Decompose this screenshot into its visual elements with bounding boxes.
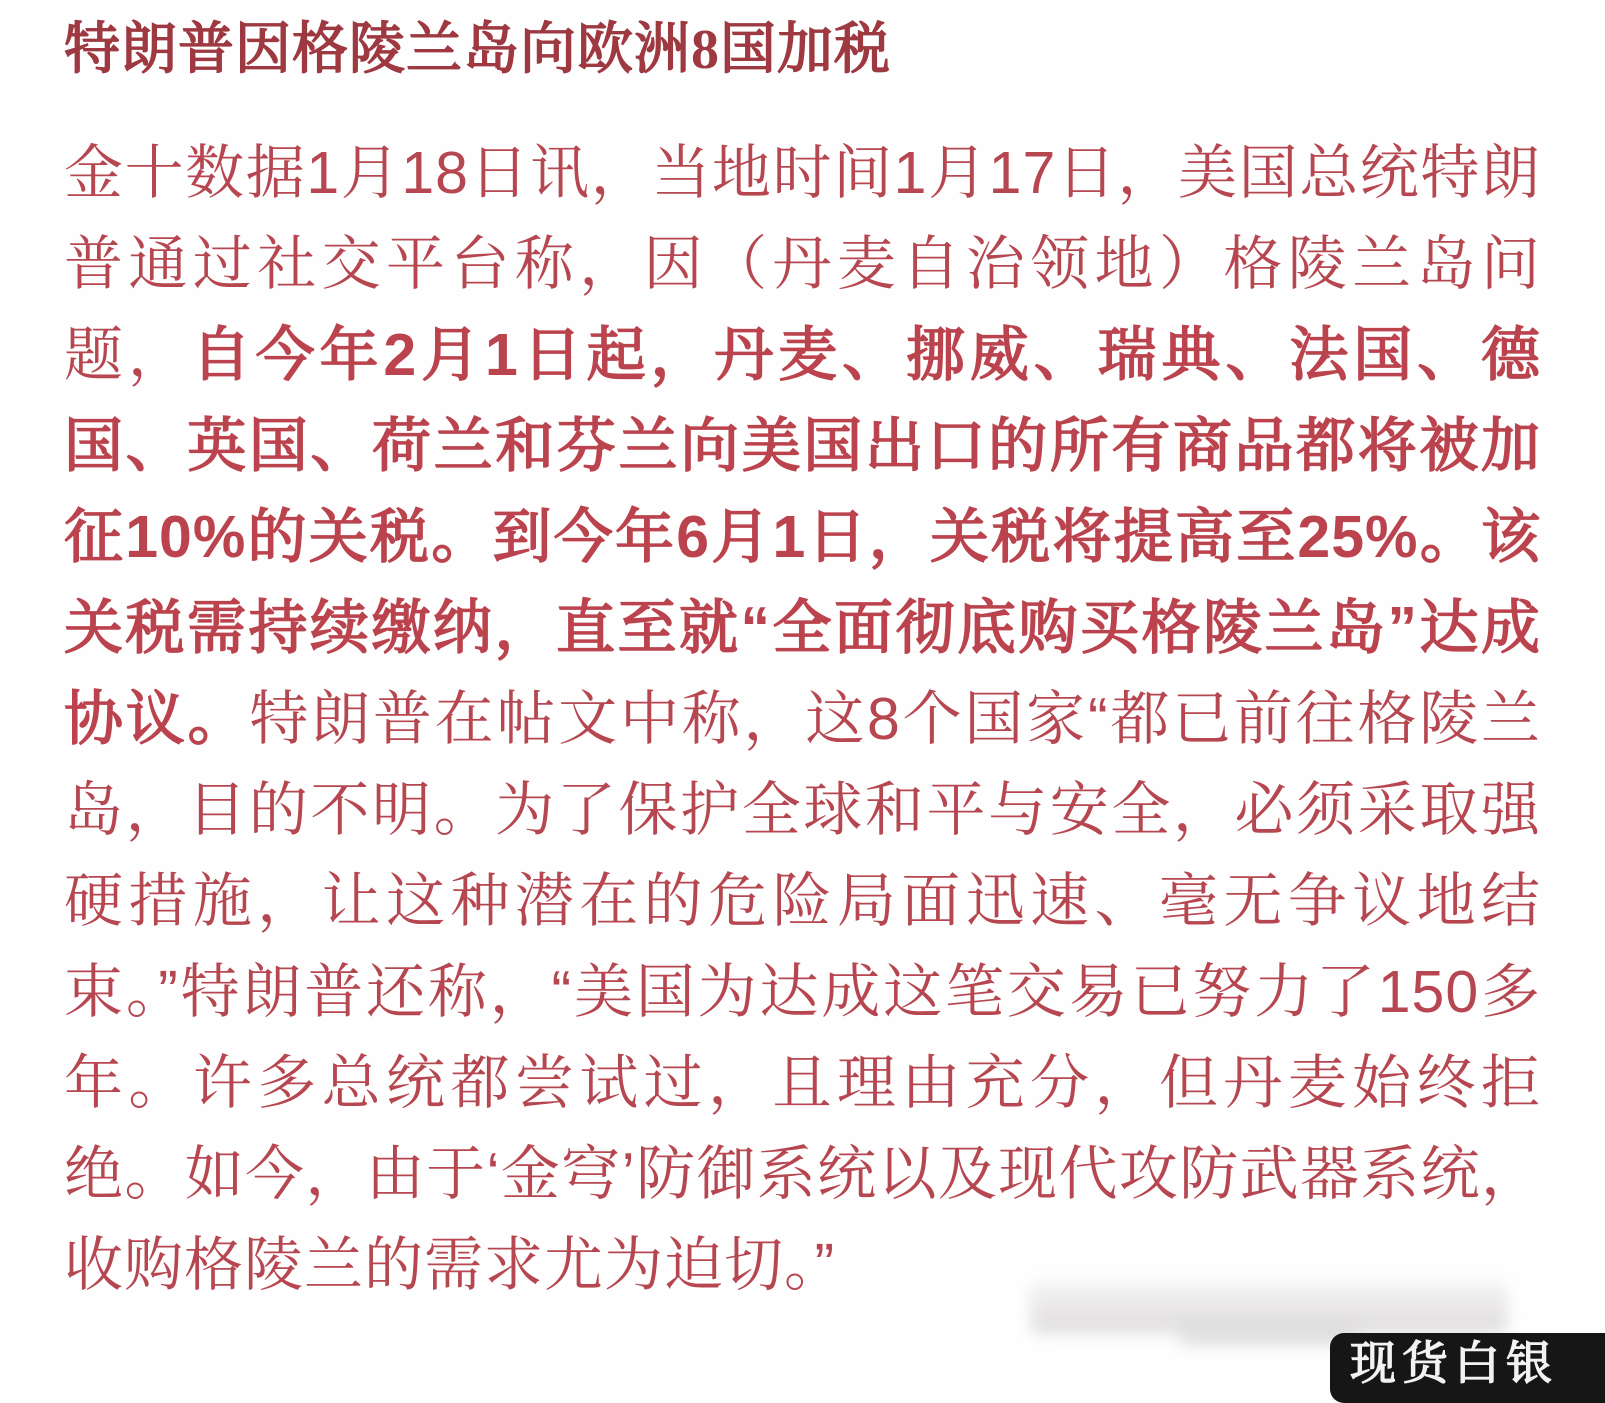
article-title: 特朗普因格陵兰岛向欧洲8国加税: [64, 19, 891, 81]
body-segment-quotes: 特朗普在帖文中称，这8个国家“都已前往格陵兰岛，目的不明。为了保护全球和平与安全，必须采取强硬措施，让这种潜在的危险局面迅速、毫无争议地结束。”特朗普还称，“美国为达成这笔交易已努力了150多年。许多总统都尝试过，且理由充分，但丹麦始终拒绝。如今，由于‘金穹’防御系统以及现代攻防武器系统，收购格陵兰的需求尤为迫切。”: [64, 686, 1541, 1299]
article-body: [64, 128, 1541, 1311]
body-segment-tariff-details: 自今年2月1日起，丹麦、挪威、瑞典、法国、德国、英国、荷兰和芬兰向美国出口的所有商品都将被加征10%的关税。到今年6月1日，关税将提高至25%。该关税需持续缴纳，直至就“全面彻底购买格陵兰岛”达成协议。: [64, 322, 1541, 753]
watermark-badge-label: 现货白银: [1350, 1337, 1558, 1389]
watermark-badge: [1330, 1333, 1605, 1403]
body-segment-lead: 金十数据1月18日讯，当地时间1月17日，美国总统特朗普通过社交平台称，因（丹麦自治领地）格陵兰岛问题，: [64, 140, 1541, 389]
